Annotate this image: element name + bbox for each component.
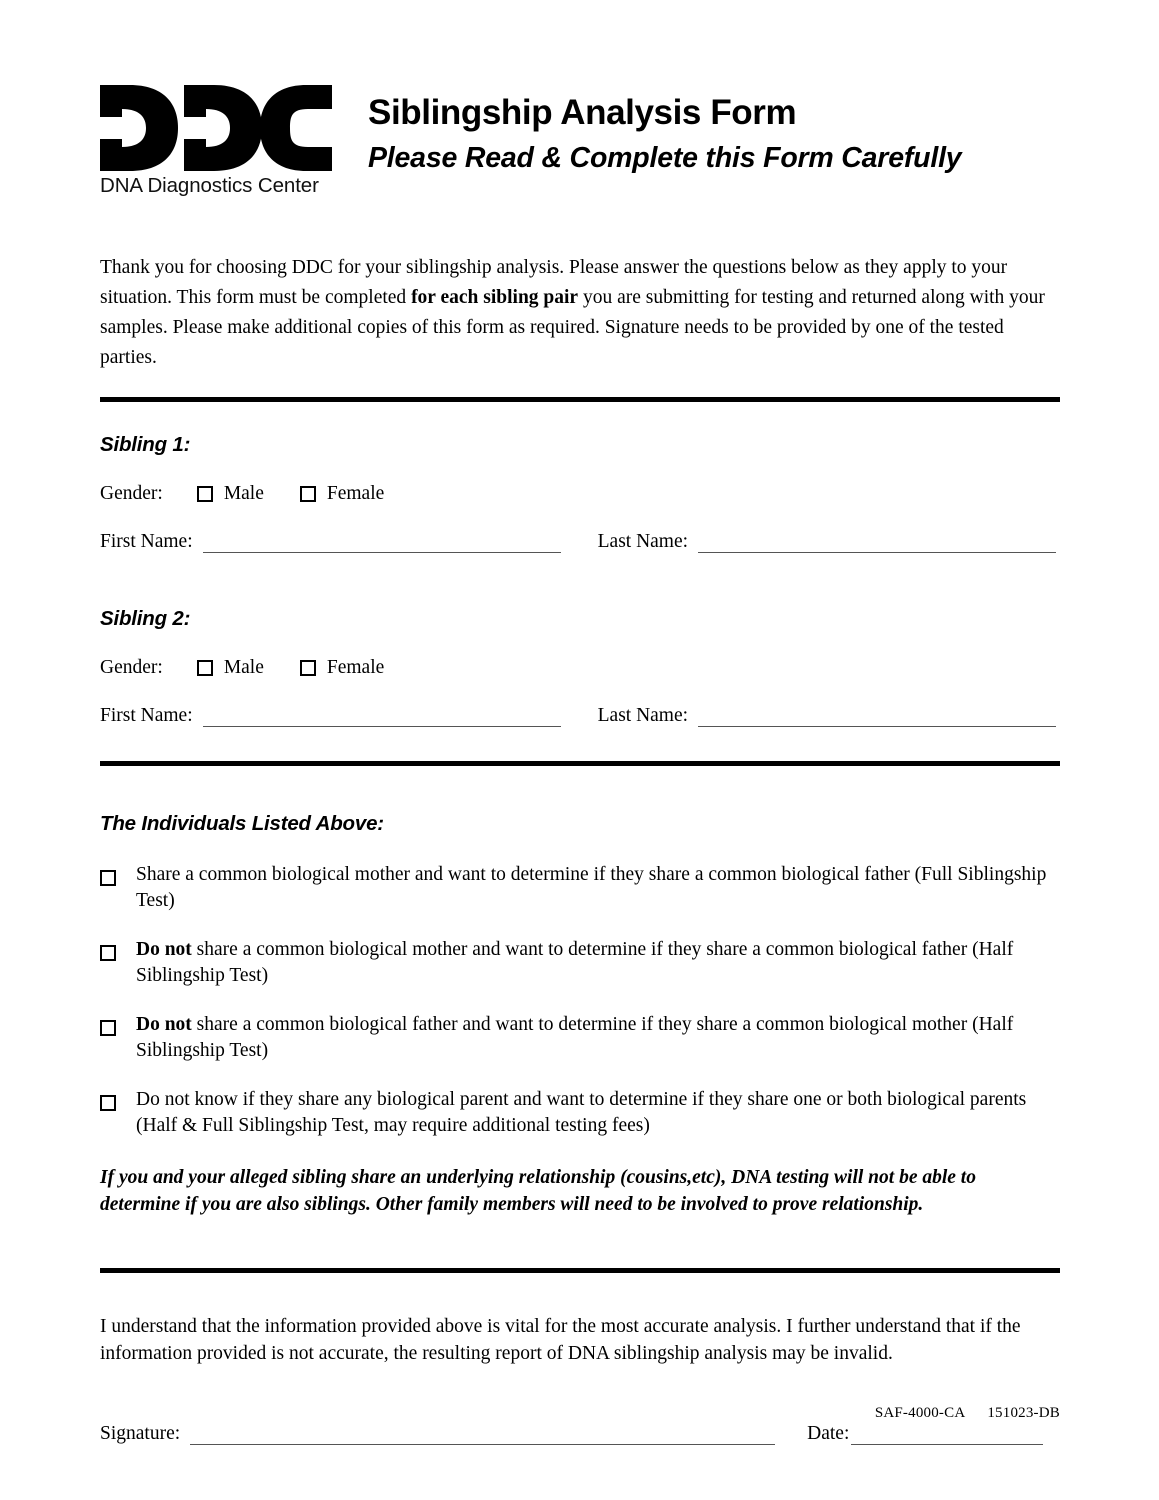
sibling-2-female-label: Female	[326, 657, 385, 678]
document-footer	[100, 1405, 1060, 1422]
sibling-2-last-name-field[interactable]	[598, 705, 1056, 727]
option-text	[136, 1012, 1060, 1064]
checkbox-icon[interactable]	[100, 945, 116, 961]
sibling-1-heading: Sibling 1:	[100, 433, 191, 456]
ddc-logo-subtitle: DNA Diagnostics Center	[100, 174, 319, 197]
individuals-heading: The Individuals Listed Above:	[100, 812, 384, 835]
list-item[interactable]	[100, 937, 1060, 989]
sibling-2-last-name-input[interactable]	[698, 707, 1056, 727]
sibling-2-first-name-input[interactable]	[203, 707, 561, 727]
option-text	[136, 862, 1060, 914]
option-body: share a common biological mother and want to determine if they share a common biological father (Half Siblingship Test)	[136, 939, 1014, 986]
form-header	[100, 85, 1060, 225]
sibling-1-gender-label: Gender:	[100, 483, 163, 504]
list-item[interactable]	[100, 1012, 1060, 1064]
signature-row	[100, 1423, 1060, 1445]
page-content	[100, 0, 1060, 1445]
sibling-2-last-name-label: Last Name:	[597, 705, 689, 726]
individuals-options-list	[100, 862, 1060, 1139]
sibling-2-first-name-label: First Name:	[100, 705, 193, 726]
title-block	[368, 92, 961, 176]
sibling-2-first-name-field[interactable]	[100, 705, 561, 727]
checkbox-icon[interactable]	[100, 1095, 116, 1111]
ddc-logo-mark	[100, 85, 332, 171]
option-bold-prefix: Do not	[136, 1014, 192, 1035]
sibling-1-gender-row	[100, 482, 1060, 506]
sibling-1-male-label: Male	[223, 483, 264, 504]
sibling-2-gender-female[interactable]	[300, 656, 384, 680]
sibling-1-gender-male[interactable]	[197, 482, 264, 506]
sibling-2-gender-row	[100, 656, 1060, 680]
revision-code: 151023-DB	[987, 1405, 1060, 1421]
checkbox-icon[interactable]	[300, 486, 316, 502]
list-item[interactable]	[100, 862, 1060, 914]
sibling-1-first-name-label: First Name:	[100, 531, 193, 552]
checkbox-icon[interactable]	[197, 486, 213, 502]
sibling-1-first-name-input[interactable]	[203, 533, 561, 553]
checkbox-icon[interactable]	[100, 870, 116, 886]
list-item[interactable]	[100, 1087, 1060, 1139]
relationship-warning: If you and your alleged sibling share an underlying relationship (cousins,etc), DNA testing will not be able to determine if you are also siblings. Other family members will need to be involved to prove relationship.	[100, 1167, 976, 1215]
ddc-logo	[100, 85, 332, 198]
sibling-1-last-name-field[interactable]	[598, 531, 1056, 553]
signature-input[interactable]	[190, 1425, 775, 1445]
checkbox-icon[interactable]	[300, 660, 316, 676]
divider-rule-3	[100, 1268, 1060, 1273]
form-code: SAF-4000-CA	[874, 1405, 966, 1421]
option-body: share a common biological father and want to determine if they share a common biological mother (Half Siblingship Test)	[136, 1014, 1014, 1061]
divider-rule-1	[100, 397, 1060, 402]
sibling-2-male-label: Male	[223, 657, 264, 678]
checkbox-icon[interactable]	[197, 660, 213, 676]
sibling-1-last-name-input[interactable]	[698, 533, 1056, 553]
sibling-1-female-label: Female	[326, 483, 385, 504]
intro-part-1: Thank you for choosing DDC for your siblingship analysis. Please answer the questions below as they apply to your situation. This form must be completed	[100, 257, 1008, 308]
spacer	[100, 1238, 1060, 1268]
page-subtitle: Please Read & Complete this Form Carefully	[368, 142, 962, 174]
divider-rule-2	[100, 761, 1060, 766]
signature-label: Signature:	[100, 1422, 181, 1444]
acknowledgement-text: I understand that the information provided above is vital for the most accurate analysis. I further understand that if the information provided is not accurate, the resulting report of DNA siblingship analysis may be invalid.	[100, 1315, 1021, 1364]
option-text	[136, 937, 1060, 989]
intro-part-2: you are submitting for testing and returned along with your samples. Please make additional copies of this form as required. Signature needs to be provided by one of the tested parties.	[100, 287, 1045, 368]
date-label: Date:	[807, 1422, 850, 1444]
sibling-1-last-name-label: Last Name:	[597, 531, 689, 552]
sibling-1-name-row	[100, 531, 1060, 553]
signature-field[interactable]	[100, 1423, 775, 1445]
option-body: Do not know if they share any biological parent and want to determine if they share one or both biological parents (Half & Full Siblingship Test, may require additional testing fees)	[136, 1089, 1027, 1136]
checkbox-icon[interactable]	[100, 1020, 116, 1036]
sibling-2-gender-male[interactable]	[197, 656, 264, 680]
sibling-1-gender-female[interactable]	[300, 482, 384, 506]
intro-bold-phrase: for each sibling pair	[411, 287, 579, 308]
page-title: Siblingship Analysis Form	[368, 93, 797, 132]
option-bold-prefix: Do not	[136, 939, 192, 960]
date-input[interactable]	[851, 1425, 1043, 1445]
option-body: Share a common biological mother and want to determine if they share a common biological father (Full Siblingship Test)	[136, 864, 1047, 911]
intro-paragraph	[100, 253, 1060, 373]
sibling-2-gender-label: Gender:	[100, 657, 163, 678]
option-text	[136, 1087, 1060, 1139]
sibling-2-heading: Sibling 2:	[100, 607, 191, 630]
date-field[interactable]	[807, 1423, 1043, 1445]
spacer	[100, 727, 1060, 761]
sibling-2-name-row	[100, 705, 1060, 727]
sibling-1-first-name-field[interactable]	[100, 531, 561, 553]
